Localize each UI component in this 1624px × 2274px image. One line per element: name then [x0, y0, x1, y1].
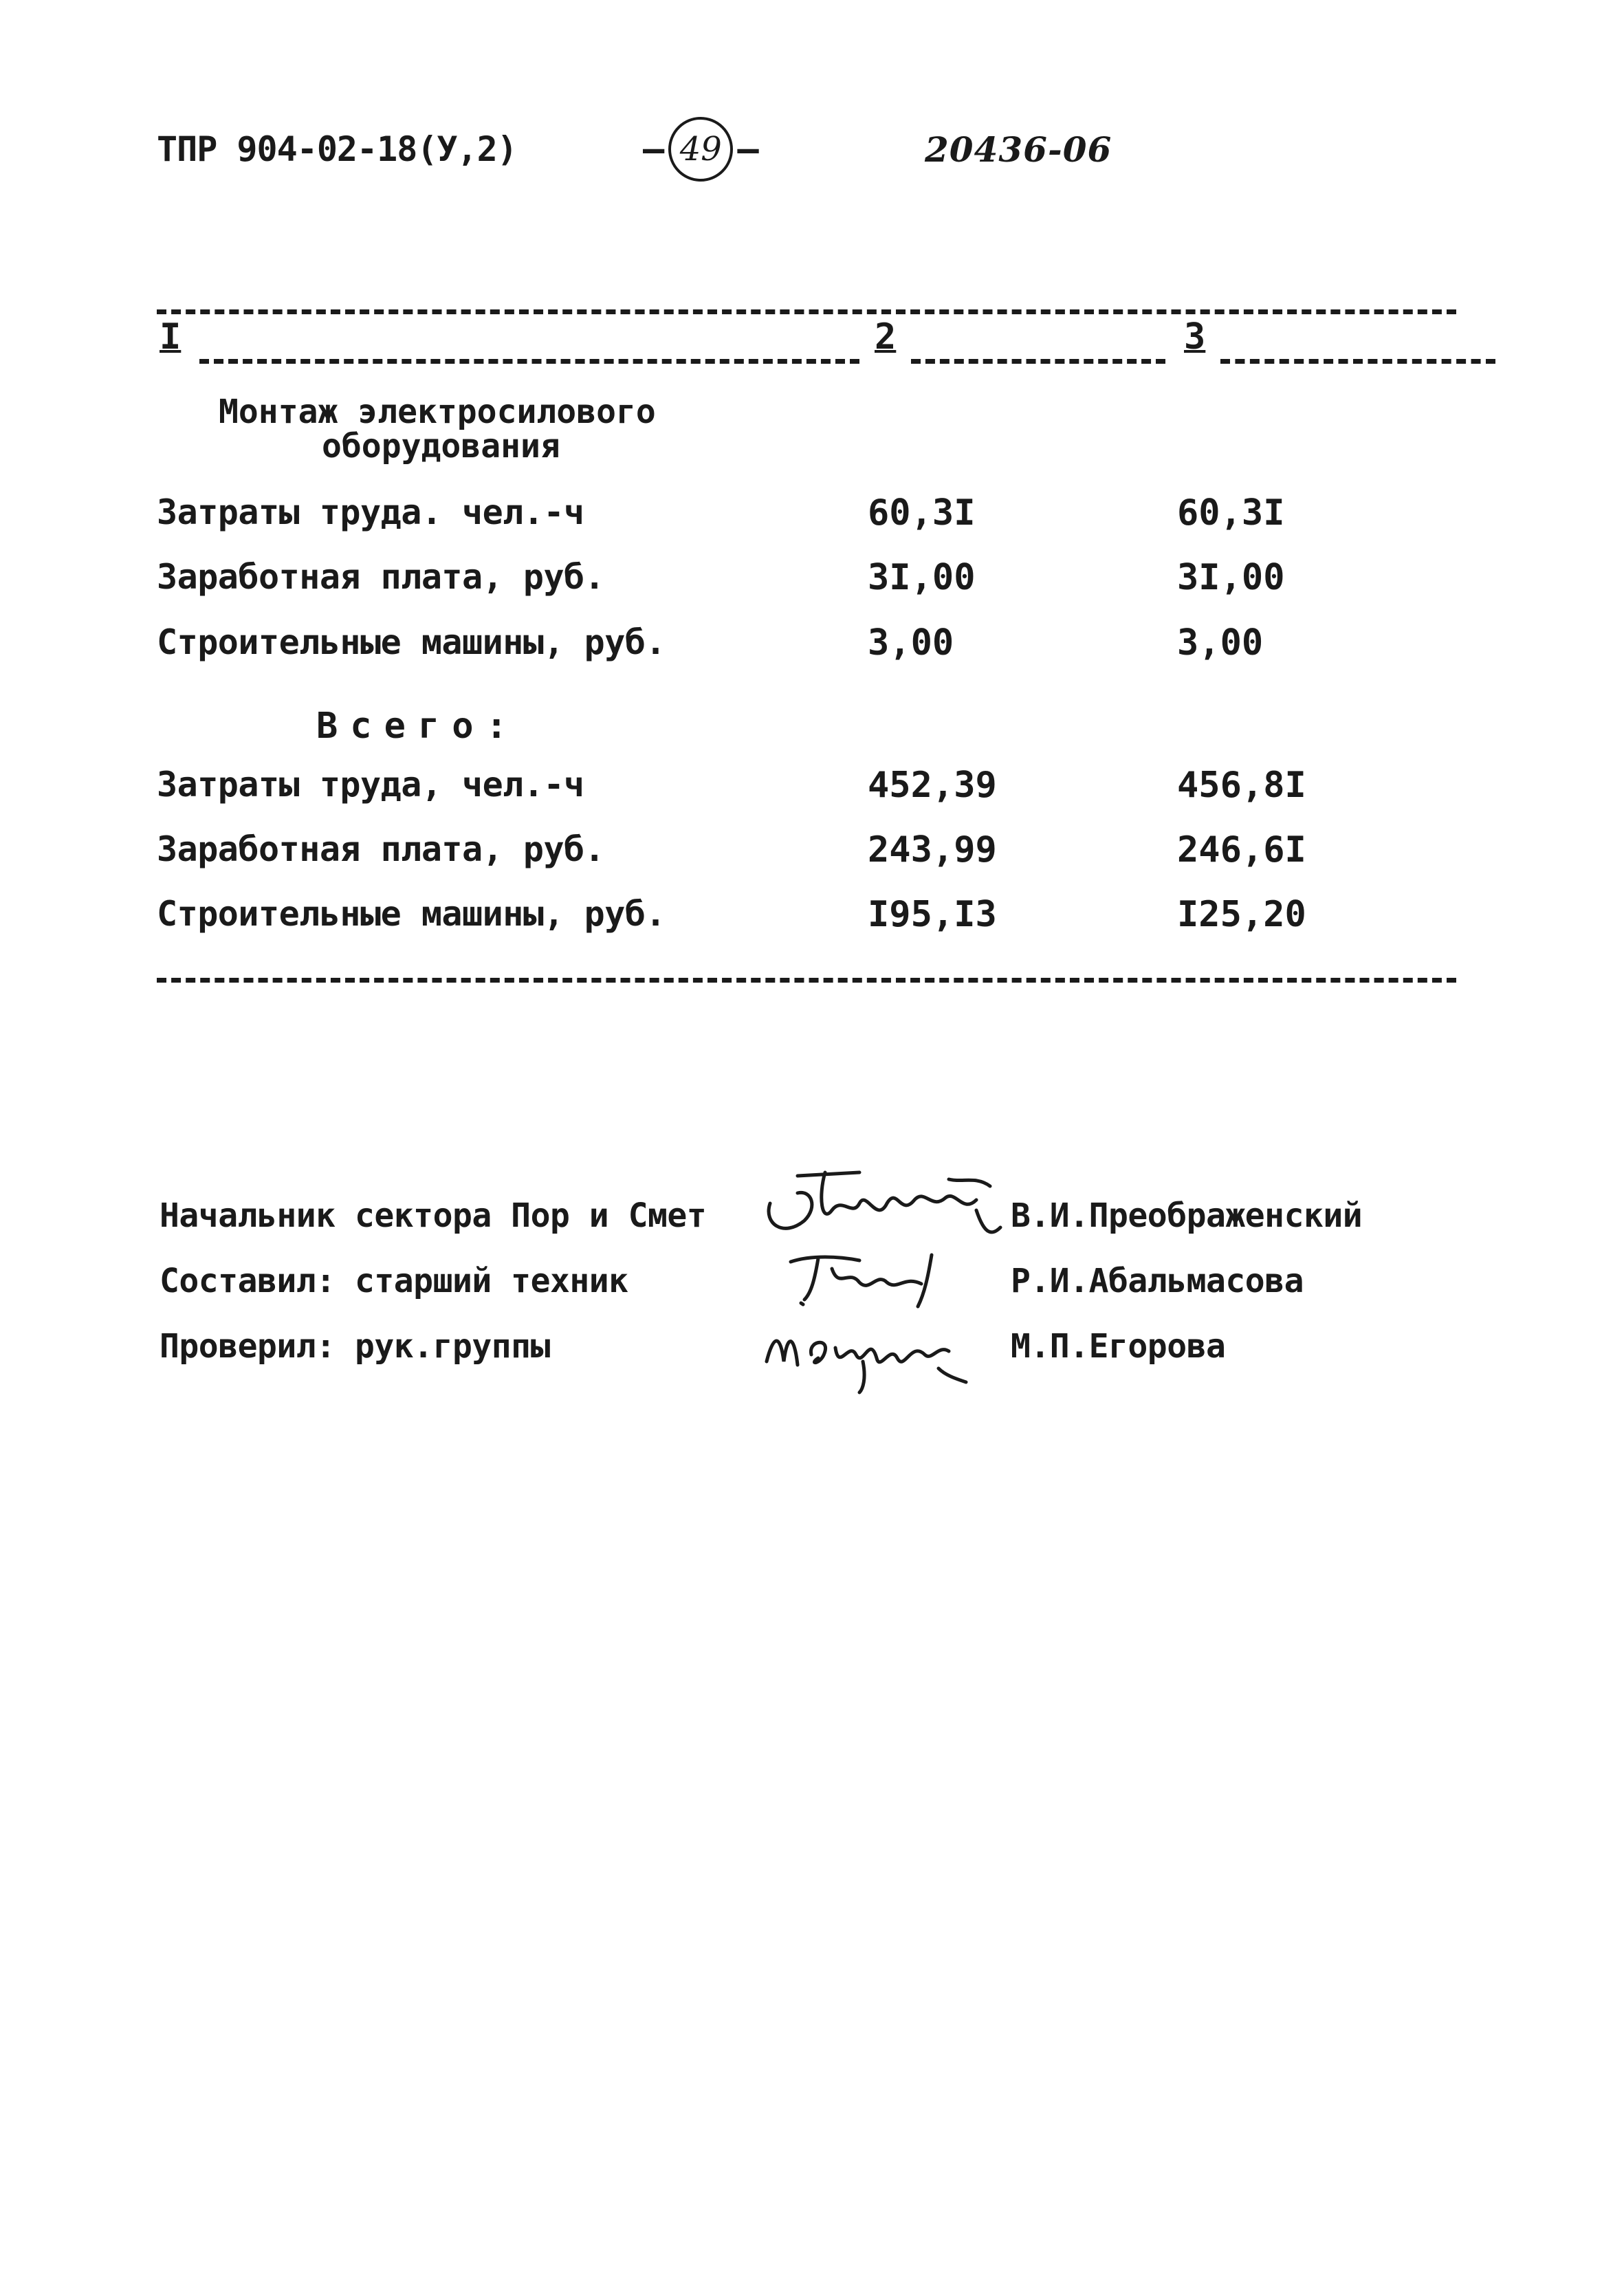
row-label: Затраты труда, чел.-ч — [157, 765, 584, 805]
signature-role: Начальник сектора Пор и Смет — [160, 1196, 707, 1235]
page-number-circle: 49 — [668, 117, 733, 182]
row-value-col2: I95,I3 — [868, 894, 997, 935]
signature-name: В.И.Преображенский — [1011, 1196, 1363, 1235]
signature-mark-3 — [760, 1307, 980, 1396]
section-title-line1: Монтаж электросилового — [219, 393, 656, 431]
row-label: Заработная плата, руб. — [157, 557, 605, 597]
document-code: ТПР 904-02-18(У,2) — [157, 129, 517, 169]
row-value-col2: 3I,00 — [868, 557, 976, 598]
row-value-col2: 3,00 — [868, 622, 954, 664]
row-value-col3: 3I,00 — [1177, 557, 1285, 598]
section-title-line2: оборудования — [322, 427, 560, 466]
signature-mark-1 — [756, 1162, 1011, 1251]
row-value-col2: 60,3I — [868, 492, 976, 534]
table-bottom-rule — [157, 978, 1456, 983]
row-label: Заработная плата, руб. — [157, 829, 605, 869]
column-header-2: 2 — [875, 316, 897, 358]
page-number — [643, 118, 759, 180]
column-header-1: I — [160, 316, 182, 358]
row-label: Строительные машины, руб. — [157, 622, 666, 662]
header-rule-seg-3 — [1220, 359, 1495, 364]
total-heading: Всего: — [316, 706, 520, 747]
row-value-col3: 456,8I — [1177, 765, 1306, 806]
row-value-col3: 246,6I — [1177, 829, 1306, 871]
signature-name: Р.И.Абальмасова — [1011, 1262, 1304, 1300]
row-value-col3: 3,00 — [1177, 622, 1264, 664]
row-value-col2: 452,39 — [868, 765, 997, 806]
row-value-col3: I25,20 — [1177, 894, 1306, 935]
row-value-col3: 60,3I — [1177, 492, 1285, 534]
row-label: Затраты труда. чел.-ч — [157, 492, 584, 532]
signature-role: Составил: старший техник — [160, 1262, 628, 1300]
register-number: 20436-06 — [925, 129, 1112, 170]
signature-mark-2 — [784, 1241, 956, 1310]
header-rule-seg-1 — [199, 359, 859, 364]
signature-role: Проверил: рук.группы — [160, 1327, 550, 1366]
dash-left: – — [643, 129, 665, 170]
column-header-3: 3 — [1184, 316, 1206, 358]
table-top-rule — [157, 309, 1456, 314]
row-label: Строительные машины, руб. — [157, 894, 666, 934]
signature-name: М.П.Егорова — [1011, 1327, 1226, 1366]
dash-right: – — [737, 129, 759, 170]
row-value-col2: 243,99 — [868, 829, 997, 871]
header-rule-seg-2 — [911, 359, 1165, 364]
